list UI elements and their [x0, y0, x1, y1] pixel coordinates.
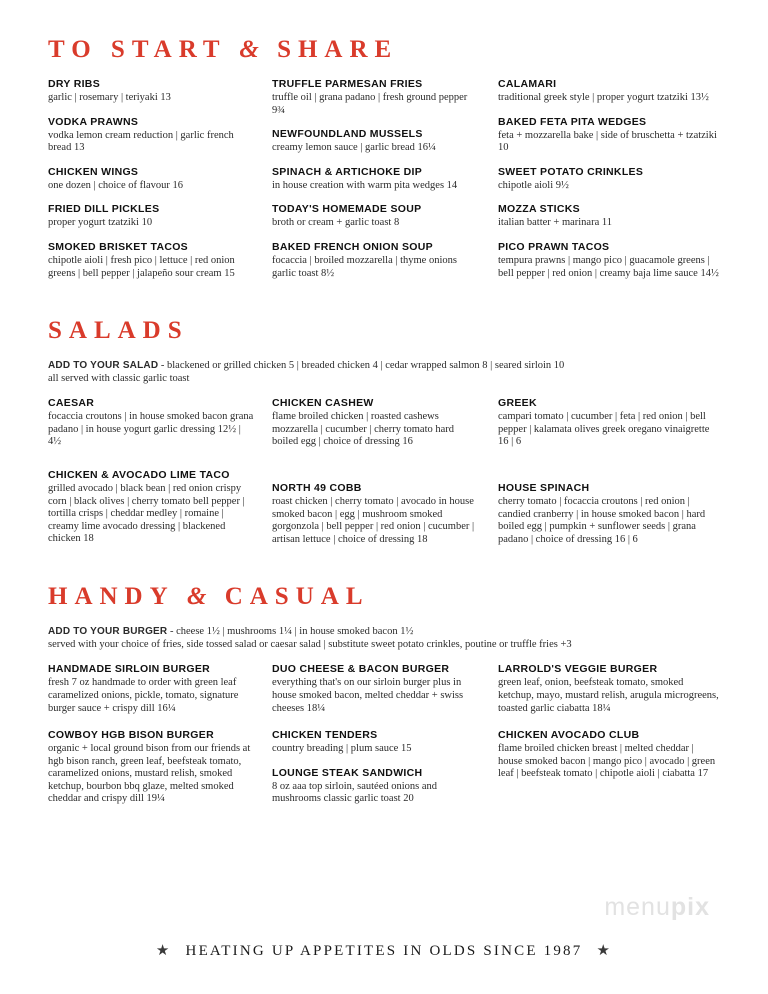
menu-column	[48, 78, 272, 291]
menu-item	[272, 729, 482, 756]
menu-item	[272, 482, 482, 546]
menu-item-name: CALAMARI	[498, 78, 557, 90]
menu-item	[498, 203, 720, 230]
menu-item	[498, 663, 720, 715]
section-to-start-and-share	[48, 36, 720, 291]
section-columns	[48, 663, 720, 817]
menu-item	[498, 116, 720, 155]
menu-item-description: flame broiled chicken | roasted cashews mozzarella | cucumber | cherry tomato hard boiled egg | choice of dressing 16	[272, 411, 455, 448]
menu-item-name: DRY RIBS	[48, 78, 100, 90]
menu-item-name: NEWFOUNDLAND MUSSELS	[272, 128, 423, 141]
menu-item-description: in house creation with warm pita wedges 14	[272, 179, 458, 191]
menu-item-description: cherry tomato | focaccia croutons | red onion | candied cranberry | in house smoked bacon | hard boiled egg | pumpkin + sunflower seeds | grana padano | choice of dressing 16 | 6	[498, 495, 706, 545]
menu-item-name: BAKED FETA PITA WEDGES	[498, 115, 647, 128]
menu-item-name: CHICKEN TENDERS	[272, 729, 378, 742]
burger-add-to-note	[48, 625, 720, 651]
section-title-part-1: HANDY	[48, 583, 174, 611]
menu-column	[498, 78, 720, 291]
section-title-part-1: TO START	[48, 36, 227, 63]
menu-item-name: MOZZA STICKS	[498, 203, 580, 216]
menu-item	[272, 128, 482, 155]
menu-item	[272, 397, 482, 449]
menu-item	[48, 78, 256, 105]
menu-item-description: traditional greek style | proper yogurt tzatziki 13½	[498, 92, 709, 103]
menu-item-name: HOUSE SPINACH	[498, 481, 590, 494]
menu-item	[48, 241, 256, 280]
section-title-salads: SALADS	[48, 317, 189, 345]
menu-item	[498, 166, 720, 193]
section-title-to-start-and-share	[48, 36, 720, 64]
menu-column	[498, 663, 720, 817]
section-handy-and-casual	[48, 583, 720, 817]
section-title-ampersand: &	[187, 583, 212, 611]
menu-item-description: proper yogurt tzatziki 10	[48, 217, 153, 229]
section-title-ampersand: &	[239, 36, 264, 63]
menu-item-description: focaccia | broiled mozzarella | thyme onions garlic toast 8½	[272, 254, 457, 279]
menu-item	[48, 397, 256, 449]
burger-add-to-rest: - cheese 1½ | mushrooms 1¼ | in house smoked bacon 1½	[167, 626, 414, 638]
menu-item	[272, 166, 482, 193]
menu-item-name: TRUFFLE PARMESAN FRIES	[272, 78, 423, 90]
menu-column	[272, 663, 498, 817]
menu-column	[48, 663, 272, 817]
menu-item	[48, 469, 256, 546]
menu-item-name: COWBOY HGB BISON BURGER	[48, 729, 214, 742]
menu-item-description: green leaf, onion, beefsteak tomato, smoked ketchup, mayo, mustard relish, arugula microgreens, toasted garlic ciabatta 18¼	[498, 677, 719, 714]
footer-tagline: HEATING UP APPETITES IN OLDS SINCE 1987	[185, 943, 583, 959]
section-title-part-2: CASUAL	[224, 583, 370, 611]
menu-column	[272, 78, 498, 291]
section-columns	[48, 397, 720, 557]
menu-item-name: CAESAR	[48, 397, 95, 410]
menu-column	[48, 397, 272, 557]
menu-item	[498, 729, 720, 781]
menu-item-description: italian batter + marinara 11	[498, 217, 612, 229]
section-salads	[48, 317, 720, 557]
section-columns	[48, 78, 720, 291]
menu-item-name: BAKED FRENCH ONION SOUP	[272, 240, 433, 253]
menu-item	[48, 203, 256, 230]
menu-item-name: FRIED DILL PICKLES	[48, 203, 160, 216]
menu-item-description: country breading | plum sauce 15	[272, 743, 412, 755]
menu-item	[48, 116, 256, 155]
salads-add-to-rest: - blackened or grilled chicken 5 | breaded chicken 4 | cedar wrapped salmon 8 | seared sirloin 10	[158, 360, 565, 372]
menu-item-description: campari tomato | cucumber | feta | red onion | bell pepper | kalamata olives greek oregano vinaigrette 16 | 6	[498, 411, 710, 448]
burger-add-to-lead: ADD TO YOUR BURGER	[48, 626, 168, 638]
section-title-handy-and-casual	[48, 583, 720, 611]
menu-item-description: one dozen | choice of flavour 16	[48, 179, 184, 191]
menu-item-name: LARROLD'S VEGGIE BURGER	[498, 663, 658, 676]
salads-add-to-lead: ADD TO YOUR SALAD	[48, 360, 159, 372]
salads-add-to-note	[48, 359, 720, 385]
menu-item-description: fresh 7 oz handmade to order with green leaf caramelized onions, pickle, tomato, signature burger sauce + crispy dill 16¼	[48, 677, 239, 714]
star-icon-left: ★	[155, 943, 172, 959]
menu-item-name: PICO PRAWN TACOS	[498, 240, 610, 253]
menu-item-name: SPINACH & ARTICHOKE DIP	[272, 165, 423, 178]
watermark-text-bold: pix	[670, 893, 710, 921]
menu-item-description: flame broiled chicken breast | melted cheddar | house smoked bacon | mango pico | avocado | green leaf | beefsteak tomato | chipotle aioli | ciabatta 17	[498, 743, 716, 780]
menu-item-description: roast chicken | cherry tomato | avocado in house smoked bacon | egg | mushroom smoked gorgonzola | bell pepper | red onion | cucumber | artisan lettuce | choice of dressing 18	[272, 495, 475, 545]
menu-item-description: tempura prawns | mango pico | guacamole greens | bell pepper | red onion | creamy baja lime sauce 14½	[498, 254, 719, 279]
menu-item-description: chipotle aioli | fresh pico | lettuce | red onion greens | bell pepper | jalapeño sour cream 15	[48, 254, 235, 279]
menu-item-description: truffle oil | grana padano | fresh ground pepper 9¾	[272, 92, 468, 116]
menu-column	[498, 397, 720, 557]
menu-item	[48, 729, 256, 806]
menu-item-description: everything that's on our sirloin burger plus in house smoked bacon, melted cheddar + swiss cheeses 18¼	[272, 677, 464, 714]
menu-item-name: VODKA PRAWNS	[48, 115, 139, 128]
menu-item	[272, 241, 482, 280]
burger-add-to-line2: served with your choice of fries, side tossed salad or caesar salad | substitute sweet potato crinkles, poutine or truffle fries +3	[48, 639, 572, 651]
menu-item-name: HANDMADE SIRLOIN BURGER	[48, 663, 211, 676]
menu-item-name: DUO CHEESE & BACON BURGER	[272, 663, 450, 676]
menu-item-name: CHICKEN & AVOCADO LIME TACO	[48, 468, 230, 481]
watermark-text-light: menu	[604, 893, 671, 921]
salads-add-to-line2: all served with classic garlic toast	[48, 373, 190, 385]
menu-item-description: focaccia croutons | in house smoked bacon grana padano | in house yogurt garlic dressing 12½ | 4½	[48, 411, 254, 448]
menu-item	[48, 663, 256, 715]
menu-item-description: garlic | rosemary | teriyaki 13	[48, 92, 171, 103]
menu-item	[498, 482, 720, 546]
menu-item	[48, 166, 256, 193]
menu-item-name: CHICKEN WINGS	[48, 165, 139, 178]
menu-item-name: LOUNGE STEAK SANDWICH	[272, 766, 423, 779]
menu-item	[272, 663, 482, 715]
menu-item	[272, 78, 482, 117]
menu-item	[498, 397, 720, 449]
menu-item-description: chipotle aioli 9½	[498, 179, 569, 191]
section-title-part-2: SHARE	[277, 36, 399, 63]
menu-item-name: SWEET POTATO CRINKLES	[498, 165, 644, 178]
menu-item-name: CHICKEN AVOCADO CLUB	[498, 729, 640, 742]
menu-item-description: organic + local ground bison from our friends at hgb bison ranch, green leaf, beefsteak tomato, caramelized onions, mustard relish, smoked ketchup, bourbon bbq glaze, melted smoked cheddar and crispy dill 19¼	[48, 743, 251, 805]
menu-item-description: 8 oz aaa top sirloin, sautéed onions and mushrooms classic garlic toast 20	[272, 780, 438, 805]
menu-item-description: creamy lemon sauce | garlic bread 16¼	[272, 142, 436, 154]
menu-item-description: vodka lemon cream reduction | garlic french bread 13	[48, 129, 234, 154]
menu-item-name: CHICKEN CASHEW	[272, 397, 374, 410]
menu-column	[272, 397, 498, 557]
menu-item-name: SMOKED BRISKET TACOS	[48, 240, 188, 253]
footer	[0, 942, 768, 960]
menupix-watermark	[604, 893, 710, 922]
menu-item	[498, 78, 720, 105]
star-icon-right: ★	[596, 943, 613, 959]
menu-item-description: broth or cream + garlic toast 8	[272, 217, 400, 229]
menu-item-description: grilled avocado | black bean | red onion crispy corn | black olives | cherry tomato bell pepper | tortilla crisps | cheddar medley | romaine | creamy lime avocado dressing | blackened chicken 18	[48, 482, 245, 545]
menu-item-name: GREEK	[498, 397, 537, 410]
menu-item	[272, 203, 482, 230]
menu-item	[272, 767, 482, 806]
menu-item-description: feta + mozzarella bake | side of bruschetta + tzatziki 10	[498, 129, 717, 154]
menu-item	[498, 241, 720, 280]
menu-item-name: TODAY'S HOMEMADE SOUP	[272, 203, 422, 216]
menu-item-name: NORTH 49 COBB	[272, 481, 362, 494]
